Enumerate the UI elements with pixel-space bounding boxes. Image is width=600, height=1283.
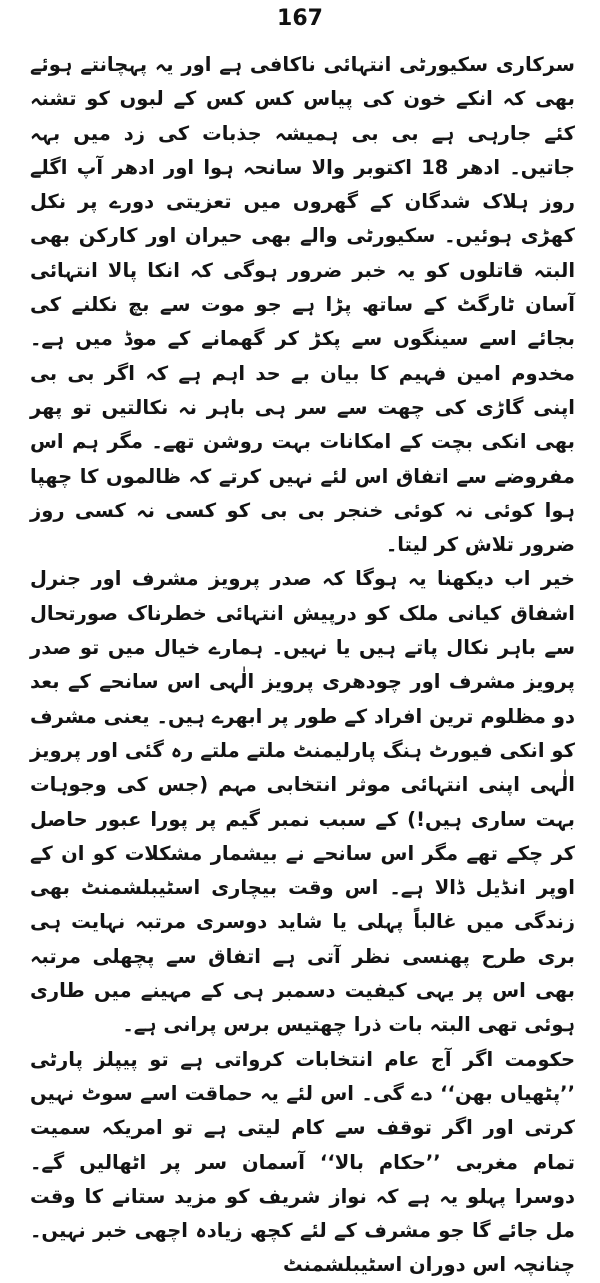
paragraph-2: خیر اب دیکھنا یہ ہوگا کہ صدر پرویز مشرف اور جنرل اشفاق کیانی ملک کو درپیش انتہائی خطرناک صورتحال سے باہر نکال پاتے ہیں یا نہیں۔ ہمارے خیال میں تو صدر پرویز مشرف اور چودھری پرویز الٰہی اس سانحے کے بعد دو مظلوم ترین افراد کے طور پر ابھرے ہیں۔ یعنی مشرف کو انکی فیورٹ ہنگ پارلیمنٹ ملتے ملتے رہ گئی اور پرویز الٰہی اپنی انتہائی موثر انتخابی مہم (جس کی وجوہات بہت ساری ہیں!) کے سبب نمبر گیم پر پورا عبور حاصل کر چکے تھے مگر اس سانحے نے بیشمار مشکلات کو ان کے اوپر انڈیل ڈالا ہے۔ اس وقت بیچاری اسٹیبلشمنٹ بھی زندگی میں غالباً پہلی یا شاید دوسری مرتبہ نہایت ہی بری طرح پھنسی نظر آتی ہے اتفاق سے پچھلی مرتبہ بھی اس پر یہی کیفیت دسمبر ہی کے مہینے میں طاری ہوئی تھی البتہ بات ذرا چھتیس برس پرانی ہے۔ [30, 567, 575, 1037]
page-number: 167 [277, 6, 323, 31]
paragraph-3: حکومت اگر آج عام انتخابات کرواتی ہے تو پیپلز پارٹی ’’پٹھیاں بھن‘‘ دے گی۔ اس لئے یہ حماقت اسے سوٹ نہیں کرتی اور اگر توقف سے کام لیتی ہے تو امریکہ سمیت تمام مغربی ’’حکام بالا‘‘ آسمان سر پر اٹھالیں گے۔ دوسرا پہلو یہ ہے کہ نواز شریف کو مزید ستانے کا وقت مل جائے گا جو مشرف کے لئے کچھ زیادہ اچھی خبر نہیں۔ چنانچہ اس دوران اسٹیبلشمنٹ [30, 1047, 575, 1277]
paragraph-1: سرکاری سکیورٹی انتہائی ناکافی ہے اور یہ پہچانتے ہوئے بھی کہ انکے خون کی پیاس کس کس کے لبوں کو تشنہ کئے جارہی ہے بی بی ہمیشہ جذبات کی زد میں بہہ جاتیں۔ ادھر 18 اکتوبر والا سانحہ ہوا اور ادھر آپ اگلے روز ہلاک شدگان کے گھروں میں تعزیتی دورے پر نکل کھڑی ہوئیں۔ سکیورٹی والے بھی حیران اور کارکن بھی البتہ قاتلوں کو یہ خبر ضرور ہوگی کہ انکا پالا انتہائی آسان ٹارگٹ کے ساتھ پڑا ہے جو موت سے بچ نکلنے کی بجائے اسے سینگوں سے پکڑ کر گھمانے کے موڈ میں ہے۔ مخدوم امین فہیم کا بیان بے حد اہم ہے کہ اگر بی بی اپنی گاڑی کی چھت سے سر ہی باہر نہ نکالتیں تو پھر بھی انکی بچت کے امکانات بہت روشن تھے۔ مگر ہم اس مفروضے سے اتفاق اس لئے نہیں کرتے کہ ظالموں کا چھپا ہوا کوئی نہ کوئی خنجر بی بی کو کسی نہ کسی روز ضرور تلاش کر لیتا۔ [30, 53, 575, 557]
body-text [30, 48, 575, 1283]
